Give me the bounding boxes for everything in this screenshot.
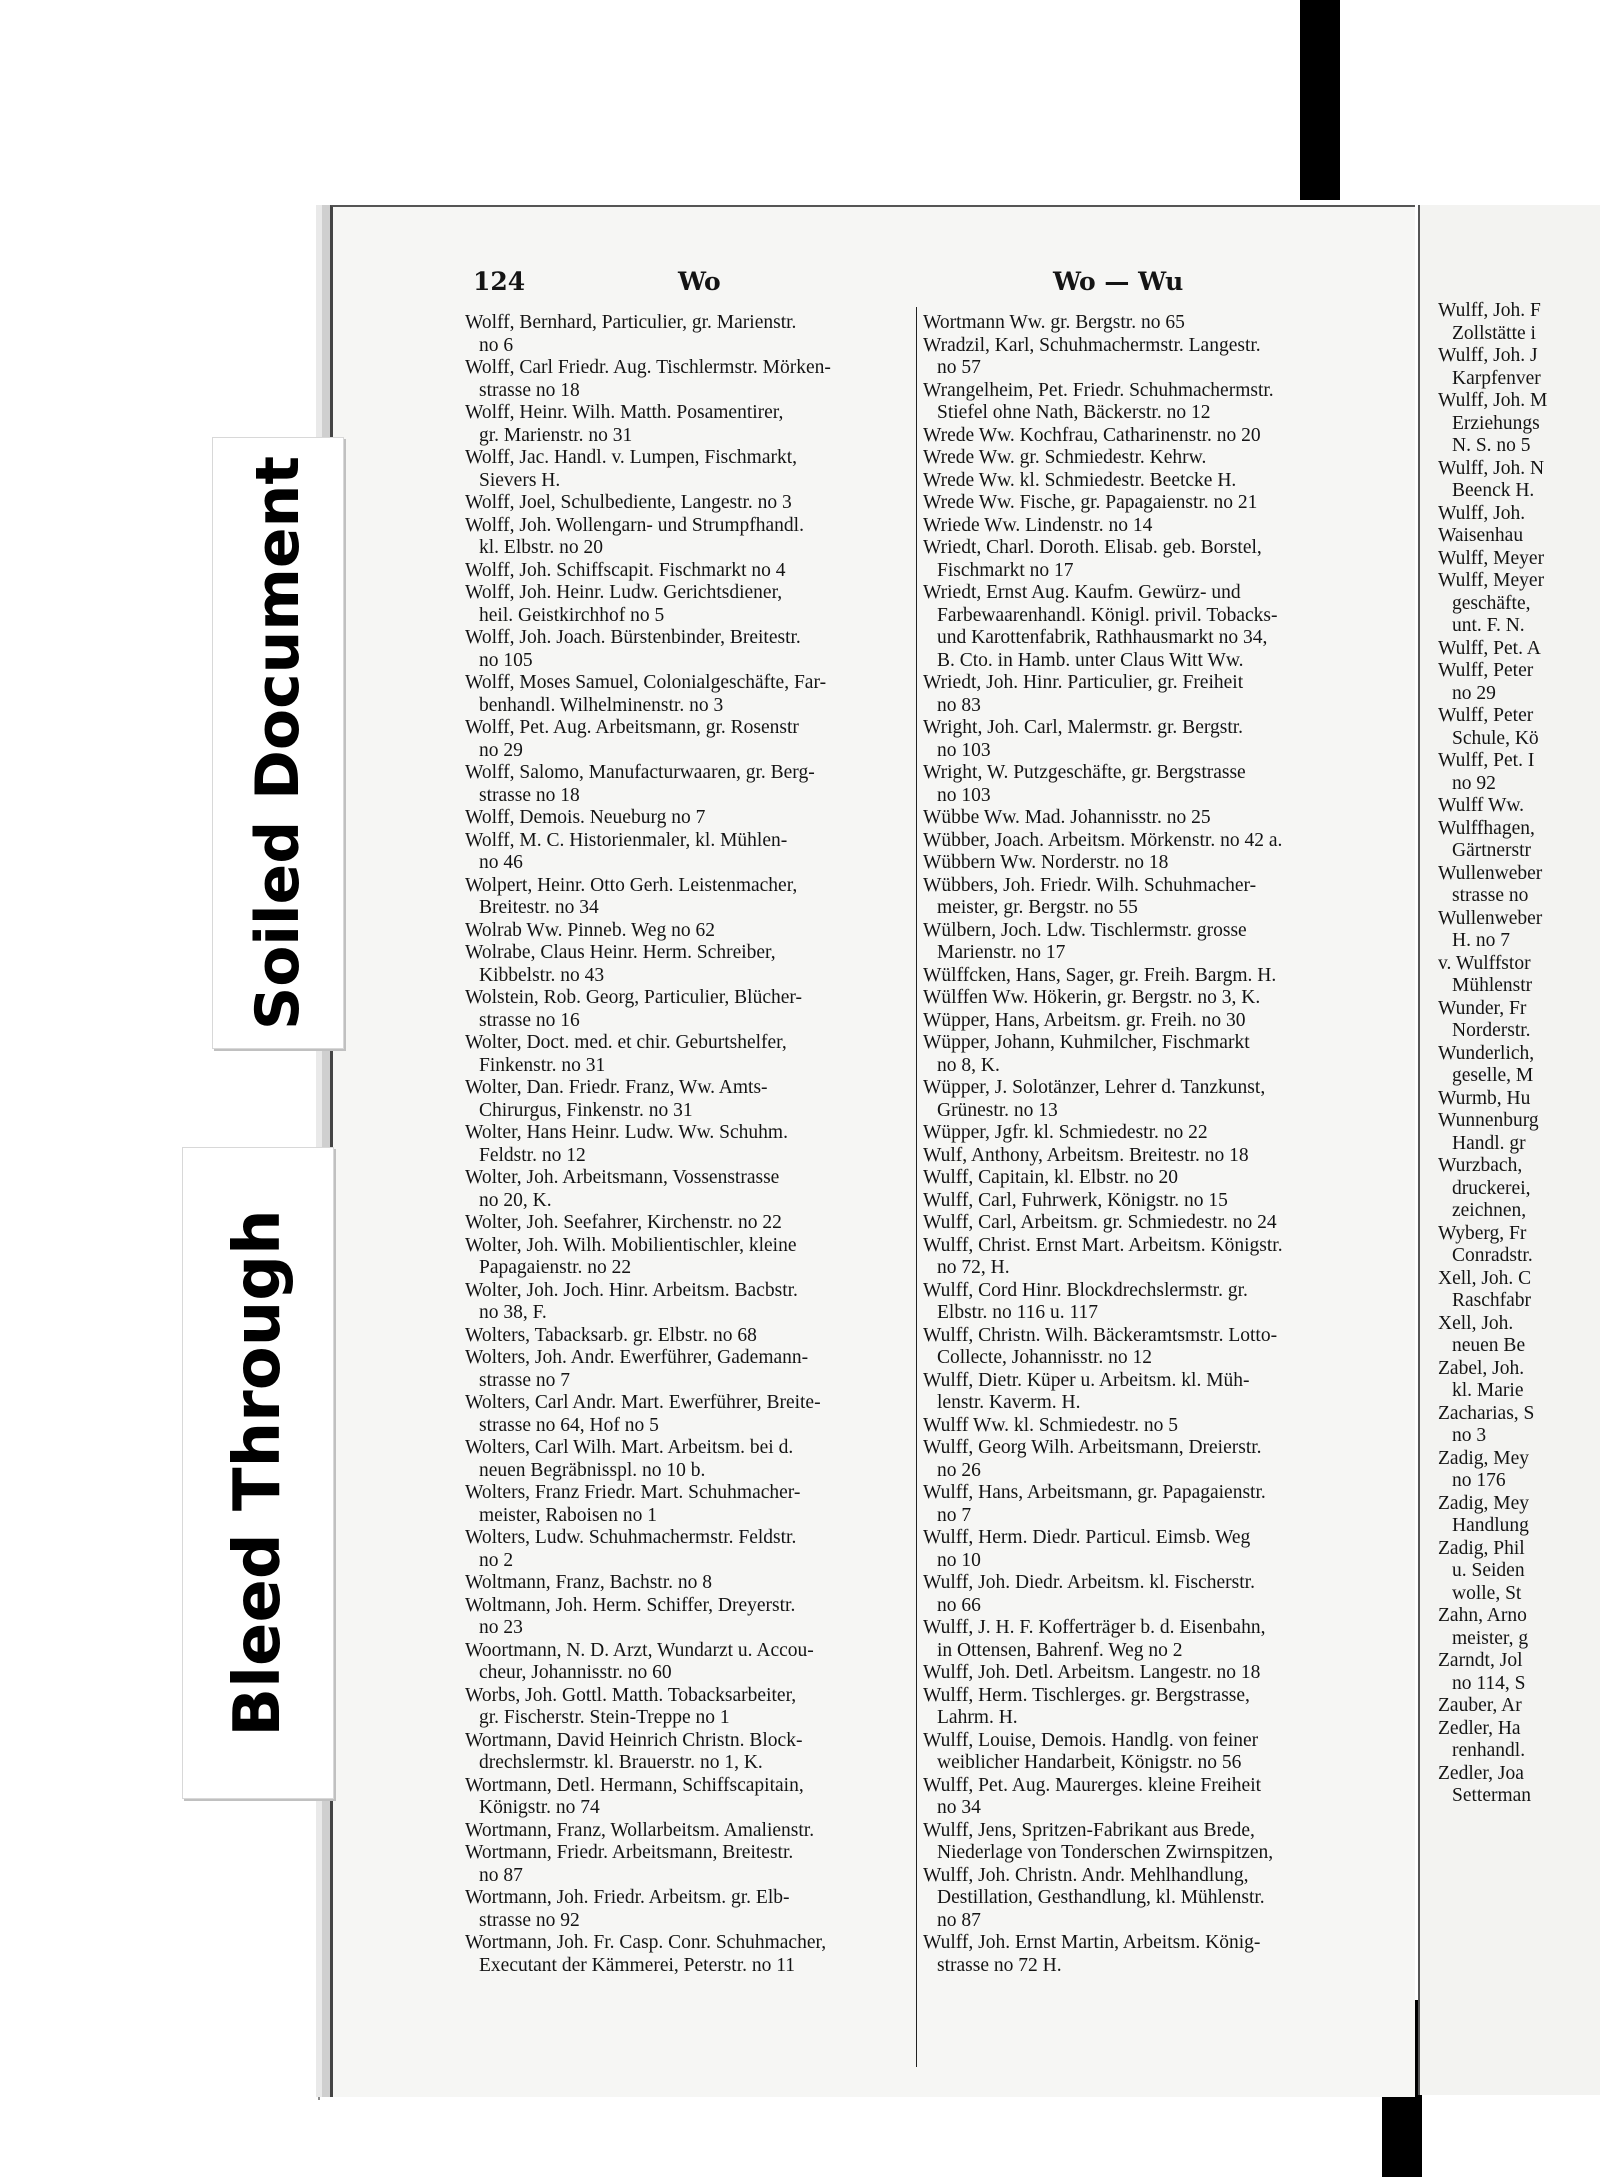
entry-line: Wulff Ww. kl. Schmiedestr. no 5 xyxy=(923,1414,1179,1436)
entry-line: Wulff, Herm. Diedr. Particul. Eimsb. Weg xyxy=(923,1527,1251,1548)
entry-line: drechslermstr. kl. Brauerstr. no 1, K. xyxy=(479,1752,763,1773)
entry-line: Wright, W. Putzgeschäfte, gr. Bergstrasse xyxy=(923,762,1246,783)
entry-line: Wolter, Doct. med. et chir. Geburtshelfer, xyxy=(465,1032,787,1053)
entry-line: no 10 xyxy=(937,1549,981,1571)
directory-page-right xyxy=(1418,205,1600,2095)
entry-line: Wüpper, Hans, Arbeitsm. gr. Freih. no 30 xyxy=(923,1009,1246,1031)
entry-line: Wübbern Ww. Norderstr. no 18 xyxy=(923,852,1169,873)
entry-line: Wrede Ww. Kochfrau, Catharinenstr. no 20 xyxy=(923,424,1261,446)
entry-line: Wolff, Moses Samuel, Colonialgeschäfte, Far- xyxy=(465,672,827,693)
entry-line: Executant der Kämmerei, Peterstr. no 11 xyxy=(479,1954,796,1976)
scan-edge-bar-top xyxy=(1300,0,1340,200)
entry-line: Wulffhagen, xyxy=(1438,817,1535,839)
entry-line: Wübber, Joach. Arbeitsm. Mörkenstr. no 42 a. xyxy=(923,829,1283,851)
entry-line: Wriedt, Charl. Doroth. Elisab. geb. Borstel, xyxy=(923,537,1262,558)
entry-line: cheur, Johannisstr. no 60 xyxy=(479,1662,672,1683)
entry-line: Zadig, Mey xyxy=(1438,1492,1529,1514)
entry-line: Xell, Joh. C xyxy=(1438,1267,1532,1289)
page-header xyxy=(333,267,1415,307)
entry-line: gr. Marienstr. no 31 xyxy=(479,424,633,446)
entry-line: Wolters, Tabacksarb. gr. Elbstr. no 68 xyxy=(465,1324,757,1346)
entry-line: Wolter, Joh. Wilh. Mobilientischler, kleine xyxy=(465,1234,797,1256)
entry-line: Karpfenver xyxy=(1452,367,1541,389)
entry-line: Kibbelstr. no 43 xyxy=(479,964,605,986)
entry-line: Wolter, Joh. Joch. Hinr. Arbeitsm. Bacbstr. xyxy=(465,1279,798,1301)
soiled-document-label: Soiled Document xyxy=(243,455,313,1031)
entry-line: Wurzbach, xyxy=(1438,1155,1523,1176)
entry-line: Papagaienstr. no 22 xyxy=(479,1257,632,1278)
entry-line: Raschfabr xyxy=(1452,1290,1532,1311)
entry-line: Wulff, Joh. J xyxy=(1438,345,1538,366)
bleed-through-label: Bleed Through xyxy=(221,1209,295,1737)
entry-line: Farbewaarenhandl. Königl. privil. Tobacks- xyxy=(937,604,1278,626)
entry-line: Wulff, Pet. I xyxy=(1438,750,1535,771)
entry-line: Wulff, Joh. Detl. Arbeitsm. Langestr. no 18 xyxy=(923,1662,1261,1683)
entry-line: Wortmann, David Heinrich Christn. Block- xyxy=(465,1729,803,1751)
entry-line: Wulff, Joh. N xyxy=(1438,457,1545,479)
entry-line: Xell, Joh. xyxy=(1438,1312,1514,1334)
entry-line: Königstr. no 74 xyxy=(479,1797,600,1818)
entry-line: meister, g xyxy=(1452,1627,1529,1649)
entry-line: Woltmann, Joh. Herm. Schiffer, Dreyerstr. xyxy=(465,1594,796,1616)
entry-line: Wolpert, Heinr. Otto Gerh. Leistenmacher, xyxy=(465,874,798,896)
entry-line: B. Cto. in Hamb. unter Claus Witt Ww. xyxy=(937,649,1244,671)
entry-line: Wolff, Jac. Handl. v. Lumpen, Fischmarkt, xyxy=(465,447,798,468)
entry-line: Wolff, Joh. Schiffscapit. Fischmarkt no 4 xyxy=(465,559,786,581)
entry-line: Wulff, Joh. xyxy=(1438,502,1526,524)
entry-line: no 66 xyxy=(937,1594,981,1616)
entry-line: Wulff, Peter xyxy=(1438,705,1534,726)
entry-line: Finkenstr. no 31 xyxy=(479,1054,606,1076)
entry-line: unt. F. N. xyxy=(1452,615,1525,636)
entry-line: Handl. gr xyxy=(1452,1132,1526,1154)
entry-line: Schule, Kö xyxy=(1452,727,1539,749)
entry-line: Wolff, M. C. Historienmaler, kl. Mühlen- xyxy=(465,829,788,851)
entry-line: Wolff, Salomo, Manufacturwaaren, gr. Berg- xyxy=(465,762,815,783)
entry-line: Zedler, Joa xyxy=(1438,1762,1524,1784)
entry-line: Sievers H. xyxy=(479,469,561,491)
entry-line: Wortmann Ww. gr. Bergstr. no 65 xyxy=(923,312,1185,333)
entry-line: Wurmb, Hu xyxy=(1438,1087,1531,1109)
entry-line: kl. Marie xyxy=(1452,1380,1524,1401)
entry-line: Worbs, Joh. Gottl. Matth. Tobacksarbeiter, xyxy=(465,1684,797,1706)
entry-line: strasse no 16 xyxy=(479,1009,580,1031)
entry-line: no 87 xyxy=(479,1864,523,1886)
entry-line: Wolff, Demois. Neueburg no 7 xyxy=(465,807,706,828)
entry-line: gr. Fischerstr. Stein-Treppe no 1 xyxy=(479,1707,730,1728)
entry-line: Zarndt, Jol xyxy=(1438,1650,1523,1671)
entry-line: Wriede Ww. Lindenstr. no 14 xyxy=(923,514,1153,536)
entry-line: Wulff, Pet. A xyxy=(1438,637,1541,659)
entry-line: Wulff, Carl, Fuhrwerk, Königstr. no 15 xyxy=(923,1189,1228,1211)
left-column xyxy=(465,312,913,1977)
entry-line: Wulff, Joh. Diedr. Arbeitsm. kl. Fischerstr. xyxy=(923,1572,1255,1593)
entry-line: Wulff, Christ. Ernst Mart. Arbeitsm. Königstr. xyxy=(923,1234,1283,1256)
entry-line: Grünestr. no 13 xyxy=(937,1099,1058,1121)
entry-line: H. no 7 xyxy=(1452,930,1510,951)
entry-line: Handlung xyxy=(1452,1515,1529,1536)
entry-line: Wrede Ww. kl. Schmiedestr. Beetcke H. xyxy=(923,469,1237,491)
entry-line: no 34 xyxy=(937,1797,981,1818)
entry-line: Lahrm. H. xyxy=(937,1707,1018,1728)
entry-line: Wulff, Louise, Demois. Handlg. von feiner xyxy=(923,1729,1259,1751)
entry-line: strasse no 72 H. xyxy=(937,1954,1062,1976)
entry-line: Zedler, Ha xyxy=(1438,1717,1521,1739)
entry-line: no 8, K. xyxy=(937,1054,1000,1076)
entry-line: Wolrabe, Claus Heinr. Herm. Schreiber, xyxy=(465,942,776,963)
entry-line: Wülffen Ww. Hökerin, gr. Bergstr. no 3, K. xyxy=(923,987,1261,1008)
entry-line: Wolff, Carl Friedr. Aug. Tischlermstr. Mörken- xyxy=(465,357,831,378)
entry-line: no 29 xyxy=(1452,682,1496,704)
entry-line: Wolff, Pet. Aug. Arbeitsmann, gr. Rosenstr xyxy=(465,717,799,738)
entry-line: v. Wulffstor xyxy=(1438,952,1531,974)
entry-line: u. Seiden xyxy=(1452,1560,1525,1581)
right-column xyxy=(1438,300,1600,1808)
entry-line: Wolstein, Rob. Georg, Particulier, Blücher- xyxy=(465,987,802,1008)
entry-line: no 3 xyxy=(1452,1425,1487,1446)
column-divider xyxy=(916,307,917,2067)
entry-line: Wulff, Joh. Ernst Martin, Arbeitsm. König- xyxy=(923,1932,1261,1953)
entry-line: Wulff, Joh. F xyxy=(1438,300,1541,321)
entry-line: Wolter, Joh. Seefahrer, Kirchenstr. no 22 xyxy=(465,1212,782,1233)
entry-line: Setterman xyxy=(1452,1785,1532,1806)
entry-line: Wulff, Joh. M xyxy=(1438,390,1548,411)
entry-line: Wunder, Fr xyxy=(1438,997,1527,1019)
entry-line: Wulff, Joh. Christn. Andr. Mehlhandlung, xyxy=(923,1864,1249,1886)
entry-line: Wulff, Meyer xyxy=(1438,570,1545,591)
entry-line: Wolters, Carl Wilh. Mart. Arbeitsm. bei d. xyxy=(465,1437,794,1458)
entry-line: wolle, St xyxy=(1452,1582,1522,1604)
entry-line: Beenck H. xyxy=(1452,480,1535,501)
entry-line: Wolff, Joel, Schulbediente, Langestr. no 3 xyxy=(465,492,792,513)
entry-line: Wrede Ww. Fische, gr. Papagaienstr. no 21 xyxy=(923,492,1258,513)
entry-line: Chirurgus, Finkenstr. no 31 xyxy=(479,1099,693,1121)
entry-line: Wolff, Bernhard, Particulier, gr. Marienstr. xyxy=(465,312,797,333)
page-number: 124 xyxy=(473,267,526,296)
entry-line: Wolter, Hans Heinr. Ludw. Ww. Schuhm. xyxy=(465,1122,788,1143)
entry-line: lenstr. Kaverm. H. xyxy=(937,1392,1081,1413)
entry-line: Wullenweber xyxy=(1438,907,1543,929)
entry-line: no 2 xyxy=(479,1549,514,1571)
entry-line: Wulff, Peter xyxy=(1438,660,1534,681)
entry-line: Wolff, Heinr. Wilh. Matth. Posamentirer, xyxy=(465,402,784,423)
entry-line: Elbstr. no 116 u. 117 xyxy=(937,1302,1099,1323)
entry-line: Zollstätte i xyxy=(1452,322,1536,344)
entry-line: strasse no xyxy=(1452,885,1529,906)
directory-page-left xyxy=(330,205,1415,2097)
entry-line: Wriedt, Joh. Hinr. Particulier, gr. Freiheit xyxy=(923,672,1244,693)
entry-line: Destillation, Gesthandlung, kl. Mühlenstr. xyxy=(937,1887,1265,1908)
entry-line: zeichnen, xyxy=(1452,1200,1527,1221)
middle-column xyxy=(923,312,1369,1977)
entry-line: renhandl. xyxy=(1452,1740,1526,1761)
entry-line: Waisenhau xyxy=(1438,525,1524,546)
bleed-through-stamp xyxy=(182,1147,334,1799)
entry-line: strasse no 18 xyxy=(479,784,580,806)
entry-line: no 38, F. xyxy=(479,1302,547,1323)
entry-line: no 46 xyxy=(479,852,523,873)
entry-line: Collecte, Johannisstr. no 12 xyxy=(937,1347,1153,1368)
entry-line: Wolter, Dan. Friedr. Franz, Ww. Amts- xyxy=(465,1077,768,1098)
entry-line: Wulff, Georg Wilh. Arbeitsmann, Dreierstr. xyxy=(923,1437,1262,1458)
entry-line: Wolters, Ludw. Schuhmachermstr. Feldstr. xyxy=(465,1527,797,1548)
entry-line: no 103 xyxy=(937,739,991,761)
header-left: Wo xyxy=(678,267,721,296)
entry-line: Conradstr. xyxy=(1452,1245,1533,1266)
entry-line: Zadig, Mey xyxy=(1438,1447,1529,1469)
entry-line: Wulff, Herm. Tischlerges. gr. Bergstrasse, xyxy=(923,1684,1250,1706)
entry-line: in Ottensen, Bahrenf. Weg no 2 xyxy=(937,1639,1183,1661)
entry-line: weiblicher Handarbeit, Königstr. no 56 xyxy=(937,1752,1242,1773)
entry-line: Wulff, Christn. Wilh. Bäckeramtsmstr. Lotto- xyxy=(923,1324,1278,1346)
entry-line: Wortmann, Franz, Wollarbeitsm. Amalienstr. xyxy=(465,1819,815,1841)
entry-line: Wolff, Joh. Heinr. Ludw. Gerichtsdiener, xyxy=(465,582,783,603)
entry-line: Gärtnerstr xyxy=(1452,840,1532,861)
entry-line: Zahn, Arno xyxy=(1438,1605,1527,1626)
entry-line: Wortmann, Joh. Fr. Casp. Conr. Schuhmacher, xyxy=(465,1932,827,1953)
entry-line: no 105 xyxy=(479,649,533,671)
entry-line: Zabel, Joh. xyxy=(1438,1357,1525,1379)
entry-line: no 72, H. xyxy=(937,1257,1010,1278)
entry-line: Wortmann, Detl. Hermann, Schiffscapitain, xyxy=(465,1774,804,1796)
entry-line: strasse no 7 xyxy=(479,1369,570,1391)
entry-line: Wortmann, Friedr. Arbeitsmann, Breitestr. xyxy=(465,1842,794,1863)
entry-line: Niederlage von Tonderschen Zwirnspitzen, xyxy=(937,1842,1274,1863)
entry-line: Wolff, Joh. Joach. Bürstenbinder, Breitestr. xyxy=(465,627,801,648)
entry-line: Erziehungs xyxy=(1452,412,1540,434)
entry-line: meister, gr. Bergstr. no 55 xyxy=(937,897,1138,918)
entry-line: Mühlenstr xyxy=(1452,975,1533,996)
entry-line: Breitestr. no 34 xyxy=(479,897,599,918)
entry-line: Wüpper, Jgfr. kl. Schmiedestr. no 22 xyxy=(923,1122,1208,1143)
entry-line: strasse no 18 xyxy=(479,379,580,401)
entry-line: Wunderlich, xyxy=(1438,1042,1535,1064)
entry-line: Woortmann, N. D. Arzt, Wundarzt u. Accou- xyxy=(465,1639,814,1661)
entry-line: Wriedt, Ernst Aug. Kaufm. Gewürz- und xyxy=(923,582,1241,603)
entry-line: Norderstr. xyxy=(1452,1020,1531,1041)
entry-line: Wulff, Capitain, kl. Elbstr. no 20 xyxy=(923,1167,1179,1188)
entry-line: Wulf, Anthony, Arbeitsm. Breitestr. no 18 xyxy=(923,1144,1249,1166)
entry-line: strasse no 92 xyxy=(479,1909,580,1931)
entry-line: druckerei, xyxy=(1452,1177,1531,1199)
entry-line: Wolff, Joh. Wollengarn- und Strumpfhandl. xyxy=(465,514,804,536)
entry-line: Wulff, J. H. F. Kofferträger b. d. Eisenbahn, xyxy=(923,1617,1266,1638)
entry-line: Wolters, Franz Friedr. Mart. Schuhmacher- xyxy=(465,1482,801,1503)
entry-line: Wradzil, Karl, Schuhmachermstr. Langestr. xyxy=(923,334,1261,356)
entry-line: Zadig, Phil xyxy=(1438,1537,1525,1559)
entry-line: no 87 xyxy=(937,1909,981,1931)
header-right: Wo — Wu xyxy=(1053,267,1184,296)
entry-line: neuen Be xyxy=(1452,1335,1526,1356)
entry-line: Wyberg, Fr xyxy=(1438,1222,1527,1244)
entry-line: Zacharias, S xyxy=(1438,1402,1535,1424)
entry-line: Wülbern, Joch. Ldw. Tischlermstr. grosse xyxy=(923,919,1247,941)
entry-line: Wübbers, Joh. Friedr. Wilh. Schuhmacher- xyxy=(923,874,1257,896)
entry-line: no 6 xyxy=(479,334,514,356)
entry-line: strasse no 64, Hof no 5 xyxy=(479,1414,659,1436)
entry-line: Wulff, Hans, Arbeitsmann, gr. Papagaienstr. xyxy=(923,1482,1266,1503)
entry-line: no 26 xyxy=(937,1459,981,1481)
entry-line: Wolrab Ww. Pinneb. Weg no 62 xyxy=(465,919,715,941)
entry-line: no 23 xyxy=(479,1617,523,1638)
entry-line: Wüpper, J. Solotänzer, Lehrer d. Tanzkunst, xyxy=(923,1077,1266,1098)
entry-line: Woltmann, Franz, Bachstr. no 8 xyxy=(465,1572,713,1593)
entry-line: Wullenweber xyxy=(1438,862,1543,884)
entry-line: Marienstr. no 17 xyxy=(937,942,1066,963)
entry-line: no 83 xyxy=(937,694,981,716)
soiled-document-stamp xyxy=(212,437,344,1049)
entry-line: Wunnenburg xyxy=(1438,1110,1539,1131)
entry-line: no 20, K. xyxy=(479,1189,552,1211)
entry-line: Wulff, Jens, Spritzen-Fabrikant aus Brede, xyxy=(923,1819,1255,1841)
entry-line: meister, Raboisen no 1 xyxy=(479,1504,657,1526)
entry-line: Feldstr. no 12 xyxy=(479,1144,586,1166)
entry-line: Wulff, Cord Hinr. Blockdrechslermstr. gr. xyxy=(923,1279,1248,1301)
entry-line: Wrede Ww. gr. Schmiedestr. Kehrw. xyxy=(923,447,1207,468)
entry-line: neuen Begräbnisspl. no 10 b. xyxy=(479,1459,706,1481)
entry-line: kl. Elbstr. no 20 xyxy=(479,537,604,558)
entry-line: Wulff, Carl, Arbeitsm. gr. Schmiedestr. no 24 xyxy=(923,1212,1277,1233)
entry-line: und Karottenfabrik, Rathhausmarkt no 34, xyxy=(937,627,1268,648)
entry-line: Wolters, Joh. Andr. Ewerführer, Gademann- xyxy=(465,1347,809,1368)
entry-line: Wolter, Joh. Arbeitsmann, Vossenstrasse xyxy=(465,1167,780,1188)
entry-line: Fischmarkt no 17 xyxy=(937,559,1074,581)
entry-line: geselle, M xyxy=(1452,1065,1534,1086)
entry-line: no 92 xyxy=(1452,772,1496,794)
entry-line: Wright, Joh. Carl, Malermstr. gr. Bergstr. xyxy=(923,717,1244,738)
entry-line: no 29 xyxy=(479,739,523,761)
entry-line: Wortmann, Joh. Friedr. Arbeitsm. gr. Elb- xyxy=(465,1887,790,1908)
entry-line: no 114, S xyxy=(1452,1672,1526,1694)
entry-line: Stiefel ohne Nath, Bäckerstr. no 12 xyxy=(937,402,1211,423)
entry-line: heil. Geistkirchhof no 5 xyxy=(479,604,665,626)
entry-line: Wrangelheim, Pet. Friedr. Schuhmachermstr. xyxy=(923,379,1274,401)
entry-line: N. S. no 5 xyxy=(1452,435,1531,456)
entry-line: no 7 xyxy=(937,1504,972,1526)
entry-line: Wulff, Meyer xyxy=(1438,547,1545,569)
entry-line: Wülffcken, Hans, Sager, gr. Freih. Bargm. H. xyxy=(923,964,1277,986)
entry-line: no 176 xyxy=(1452,1470,1506,1491)
entry-line: Wulff, Dietr. Küper u. Arbeitsm. kl. Müh- xyxy=(923,1369,1250,1391)
entry-line: Wulff Ww. xyxy=(1438,795,1525,816)
entry-line: benhandl. Wilhelminenstr. no 3 xyxy=(479,694,724,716)
entry-line: Wüpper, Johann, Kuhmilcher, Fischmarkt xyxy=(923,1032,1250,1053)
entry-line: no 103 xyxy=(937,784,991,806)
entry-line: Zauber, Ar xyxy=(1438,1695,1522,1716)
entry-line: no 57 xyxy=(937,357,981,378)
entry-line: Wolters, Carl Andr. Mart. Ewerführer, Breite- xyxy=(465,1392,821,1413)
entry-line: geschäfte, xyxy=(1452,592,1531,614)
entry-line: Wübbe Ww. Mad. Johannisstr. no 25 xyxy=(923,807,1211,828)
entry-line: Wulff, Pet. Aug. Maurerges. kleine Freiheit xyxy=(923,1774,1262,1796)
